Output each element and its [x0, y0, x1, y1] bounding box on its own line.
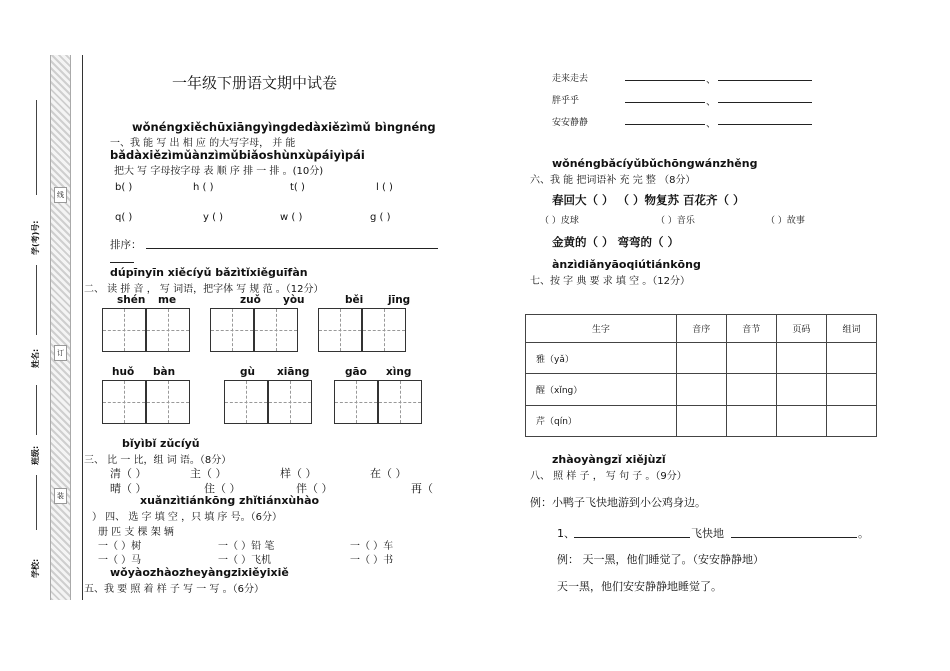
name-label: 姓名: — [31, 348, 40, 368]
section1-pinyin: wǒnéngxiěchūxiāngyìngdedàxiězìmǔ bìngnéng — [132, 120, 436, 134]
pinyin-shen: shén — [117, 294, 146, 306]
compare-qing2: 晴（ ） — [110, 482, 147, 495]
pinyin-xiang: xiāng — [277, 366, 310, 378]
section3-heading: 三、 比 一 比，组 词 语。（8分） — [84, 455, 232, 466]
student-id-label: 学(考)号: — [31, 220, 40, 255]
writing-box[interactable] — [378, 380, 422, 424]
phrase-yinyue: （ ）音乐 — [656, 216, 695, 226]
table-cell[interactable] — [776, 343, 826, 374]
answer-line[interactable] — [625, 102, 705, 103]
writing-box[interactable] — [254, 308, 298, 352]
binding-mark-zhuang: 装 — [54, 488, 67, 504]
table-cell[interactable] — [676, 374, 726, 405]
separator: 、 — [706, 97, 716, 108]
student-id-line — [36, 100, 37, 195]
item1-number: 1、 — [557, 527, 575, 540]
measure-4: 一（ ）马 — [98, 555, 142, 566]
writing-box[interactable] — [210, 308, 254, 352]
binding-mark-xian: 线 — [54, 187, 67, 203]
section5-heading: 五、我 要 照 着 样 子 写 一 写 。（6分） — [84, 584, 264, 595]
class-line — [36, 385, 37, 435]
section1-heading: 一、我 能 写 出 相 应 的大写字母， 并 能 — [110, 138, 296, 149]
example-answer-2: 天一黑，他们安安静静地睡觉了。 — [557, 580, 722, 593]
col-header-words: 组词 — [826, 315, 876, 343]
compare-ban: 伴（ ） — [296, 482, 333, 495]
col-header-page: 页码 — [776, 315, 826, 343]
measure-6: 一（ ）书 — [350, 555, 394, 566]
example-zoulaizouqu: 走来走去 — [552, 74, 589, 84]
section7-pinyin: ànzìdiǎnyāoqiútiánkōng — [552, 258, 701, 271]
order-answer-line[interactable] — [146, 248, 438, 249]
order-label: 排序： — [110, 239, 142, 251]
writing-box[interactable] — [268, 380, 312, 424]
table-cell[interactable] — [726, 343, 776, 374]
compare-zai2: 再（ — [411, 482, 433, 495]
table-cell[interactable] — [826, 374, 876, 405]
col-header-char: 生字 — [526, 315, 677, 343]
section1-pinyin2: bǎdàxiězìmǔànzìmǔbiǎoshùnxùpáiyìpái — [110, 148, 365, 162]
row-char-xing: 醒（xǐng） — [526, 374, 677, 405]
letter-l: l ( ) — [376, 182, 393, 193]
pinyin-you: yòu — [283, 294, 305, 306]
section8-heading: 八、 照 样 子 ， 写 句 子 。（9分） — [530, 471, 687, 482]
section2-pinyin: dúpīnyīn xiěcíyǔ bǎzìtǐxiěguīfàn — [110, 266, 308, 279]
table-cell[interactable] — [826, 405, 876, 436]
section7-heading: 七、按 字 典 要 求 填 空 。（12分） — [530, 276, 690, 287]
pinyin-gao: gāo — [345, 366, 367, 378]
pinyin-jing: jīng — [388, 294, 411, 306]
example-panghuhu: 胖乎乎 — [552, 96, 580, 106]
measure-1: 一（ ）树 — [98, 541, 142, 552]
class-label: 班级: — [31, 445, 40, 465]
dictionary-table — [525, 314, 877, 437]
separator: 、 — [706, 75, 716, 86]
compare-zai: 在（ ） — [370, 467, 407, 480]
letter-h: h ( ) — [193, 182, 214, 193]
writing-box[interactable] — [102, 380, 146, 424]
separator: 、 — [706, 119, 716, 130]
pinyin-bei: běi — [345, 294, 364, 306]
example-ananjingjing: 安安静静 — [552, 118, 589, 128]
example-sentence-2: 例： 天一黑，他们睡觉了。（安安静静地） — [557, 553, 764, 566]
letter-t: t( ) — [290, 182, 305, 193]
answer-line[interactable] — [718, 102, 812, 103]
pinyin-ban: bàn — [153, 366, 176, 378]
phrase-gushi: （ ）故事 — [766, 216, 805, 226]
table-cell[interactable] — [826, 343, 876, 374]
section3-pinyin: bǐyìbǐ zǔcíyǔ — [122, 437, 200, 450]
section8-pinyin: zhàoyàngzǐ xiějùzǐ — [552, 453, 666, 466]
pinyin-xing: xìng — [386, 366, 412, 378]
letter-g: g ( ) — [370, 212, 391, 223]
binding-strip — [50, 55, 71, 600]
writing-box[interactable] — [334, 380, 378, 424]
writing-box[interactable] — [146, 308, 190, 352]
compare-zhu2: 住（ ） — [204, 482, 241, 495]
section4-pinyin: xuǎnzìtiánkōng zhǐtiánxùhào — [140, 494, 320, 507]
writing-box[interactable] — [224, 380, 268, 424]
example-sentence-1: 例：小鸭子飞快地游到小公鸡身边。 — [530, 496, 706, 509]
letter-b: b( ) — [115, 182, 133, 193]
item1-middle: 飞快地 — [691, 527, 724, 540]
measure-5: 一（ ）飞机 — [218, 555, 272, 566]
section2-heading: 二、 读 拼 音 ， 写 词语，把字体 写 规 范 。（12分） — [84, 284, 324, 295]
margin-divider — [82, 55, 83, 600]
writing-box[interactable] — [146, 380, 190, 424]
table-cell[interactable] — [676, 343, 726, 374]
table-cell[interactable] — [676, 405, 726, 436]
answer-line[interactable] — [625, 80, 705, 81]
school-line — [36, 475, 37, 530]
letter-w: w ( ) — [280, 212, 303, 223]
binding-mark-ding: 订 — [54, 345, 67, 361]
section6-heading: 六、我 能 把词语补 充 完 整 （8分） — [530, 175, 696, 186]
phrase-piqiu: （ ）皮球 — [540, 216, 579, 226]
letter-y: y ( ) — [203, 212, 224, 223]
writing-box[interactable] — [102, 308, 146, 352]
page-title: 一年级下册语文期中试卷 — [172, 74, 338, 92]
table-cell[interactable] — [776, 374, 826, 405]
table-cell[interactable] — [726, 405, 776, 436]
letter-q: q( ) — [115, 212, 133, 223]
compare-qing: 清（ ） — [110, 467, 147, 480]
answer-line[interactable] — [625, 124, 705, 125]
compare-zhu: 主（ ） — [190, 467, 227, 480]
section4-heading: ） 四、 选 字 填 空 ，只 填 序 号。（6分） — [92, 512, 282, 523]
name-line — [36, 265, 37, 335]
measure-2: 一（ ）铅 笔 — [218, 541, 275, 552]
section5-pinyin: wǒyàozhàozheyàngzixiěyixiě — [110, 566, 289, 579]
col-header-yinxu: 音序 — [676, 315, 726, 343]
pinyin-zuo: zuǒ — [240, 294, 261, 306]
answer-line[interactable] — [718, 124, 812, 125]
section4-choices: 册 匹 支 棵 架 辆 — [98, 527, 174, 538]
pinyin-huo: huǒ — [112, 366, 135, 378]
sentence-blank-1[interactable] — [574, 537, 690, 538]
writing-box[interactable] — [318, 308, 362, 352]
school-label: 学校: — [31, 558, 40, 578]
adjective-line: 金黄的（ ） 弯弯的（ ） — [552, 235, 680, 249]
writing-box[interactable] — [362, 308, 406, 352]
order-answer-line-2 — [110, 262, 134, 263]
section1-instructions: 把大 写 字母按字母 表 顺 序 排 一 排 。(10分) — [114, 166, 324, 177]
item1-end: 。 — [858, 527, 869, 540]
table-cell[interactable] — [726, 374, 776, 405]
sentence-blank-2[interactable] — [731, 537, 857, 538]
pinyin-gu: gù — [240, 366, 255, 378]
answer-line[interactable] — [718, 80, 812, 81]
col-header-yinjie: 音节 — [726, 315, 776, 343]
table-cell[interactable] — [776, 405, 826, 436]
idioms-line: 春回大（ ） （ ）物复苏 百花齐（ ） — [552, 193, 745, 207]
row-char-ya: 雅（yǎ） — [526, 343, 677, 374]
section6-pinyin: wǒnéngbǎcíyǔbǔchōngwánzhěng — [552, 157, 758, 170]
row-char-qin: 芹（qín） — [526, 405, 677, 436]
pinyin-me: me — [158, 294, 177, 306]
compare-yang: 样（ ） — [280, 467, 317, 480]
measure-3: 一（ ）车 — [350, 541, 394, 552]
